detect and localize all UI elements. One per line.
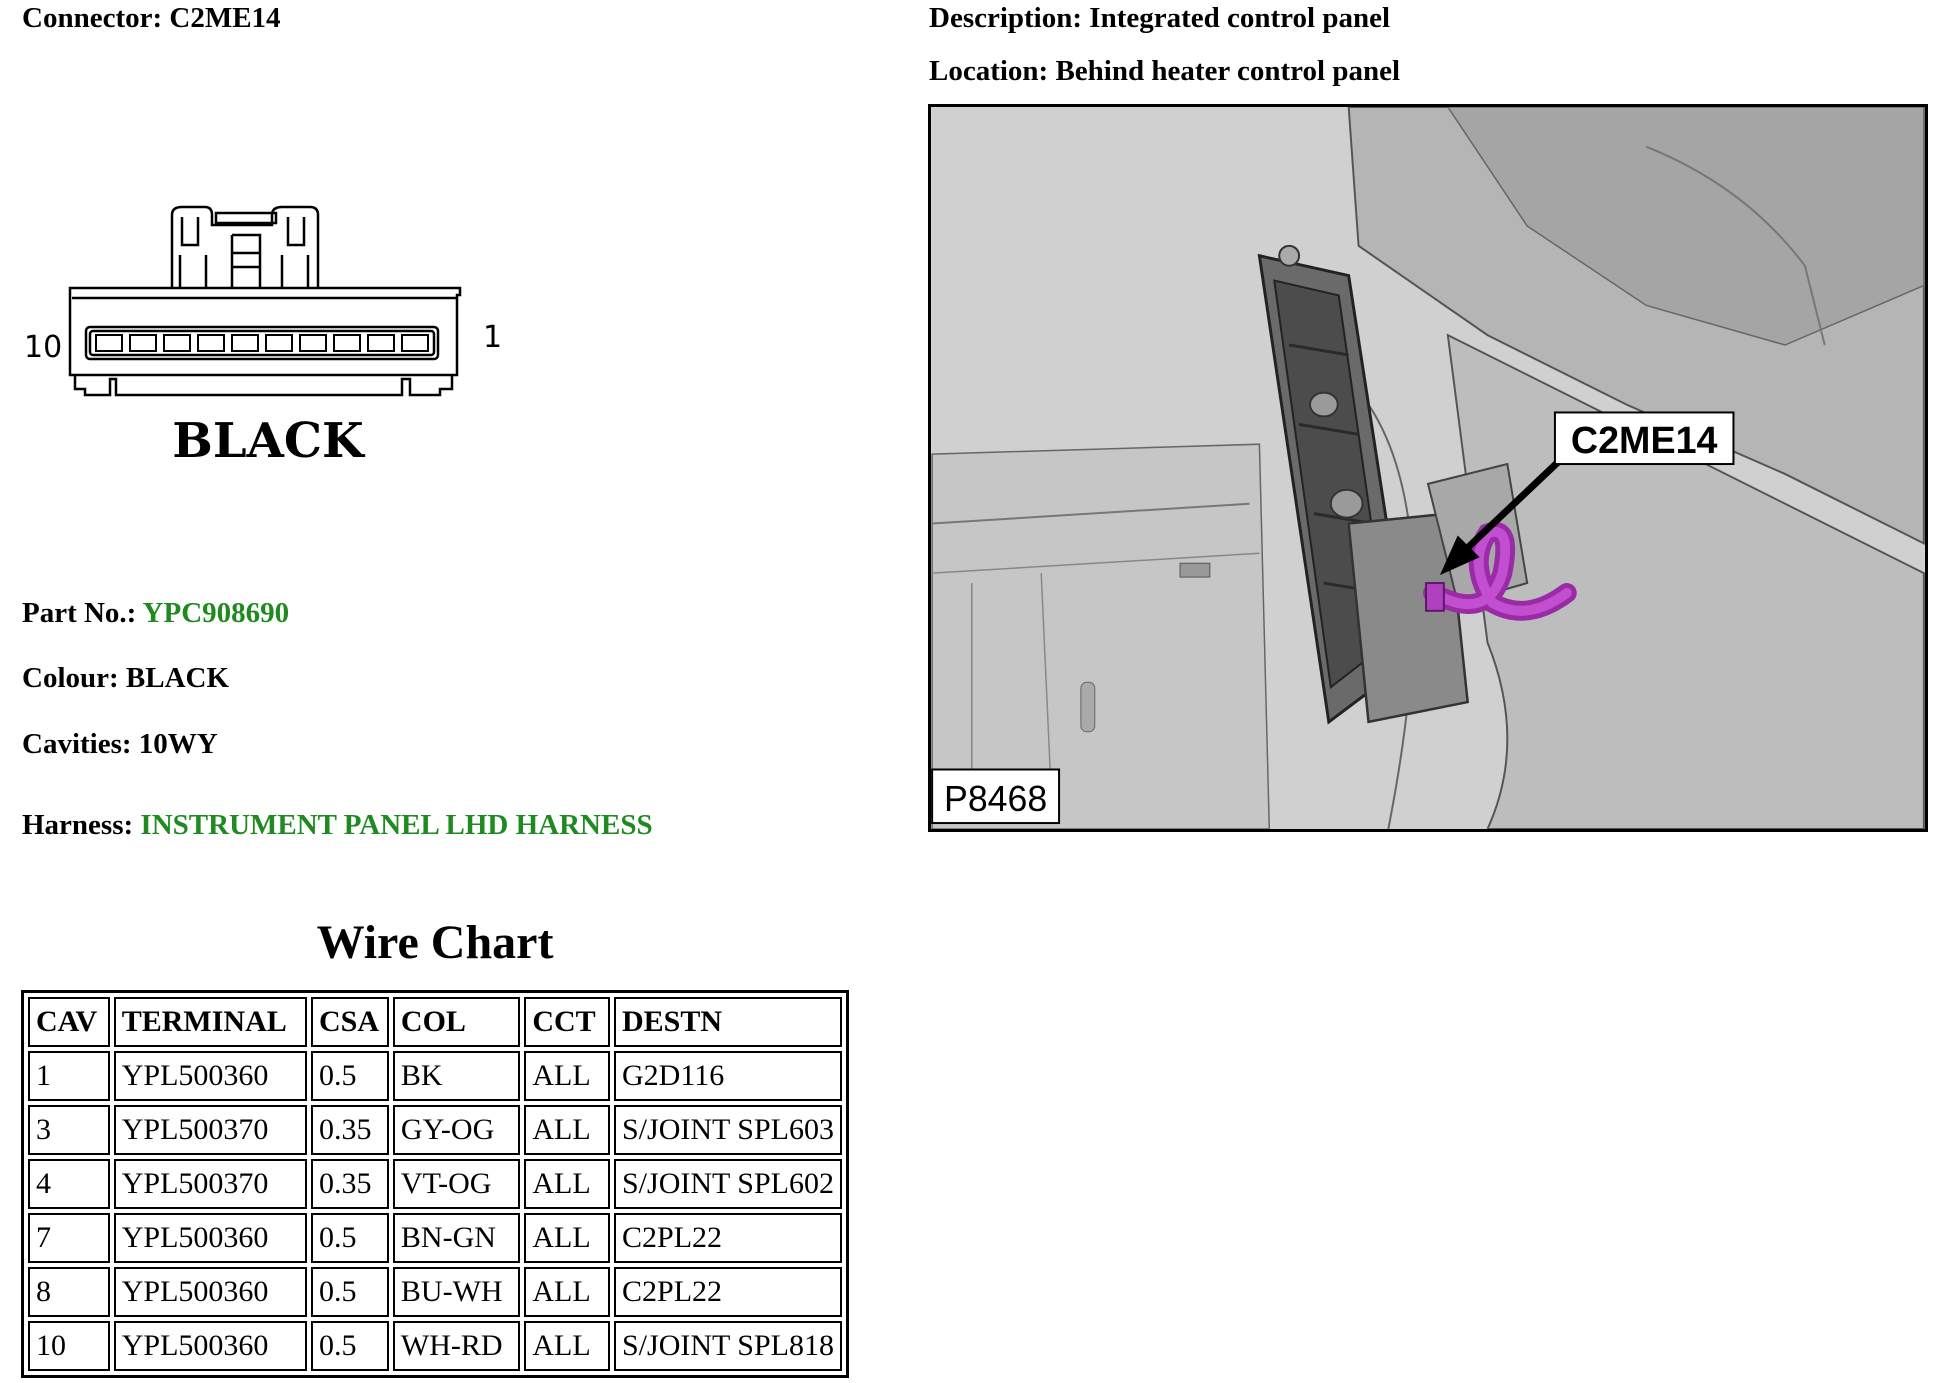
part-number-row [22,597,289,630]
cell-csa: 0.35 [311,1159,389,1209]
connector-label: Connector: [22,2,163,34]
cell-csa: 0.5 [311,1321,389,1371]
column-header-terminal: TERMINAL [114,997,307,1047]
cell-terminal: YPL500360 [114,1051,307,1101]
harness-link[interactable]: INSTRUMENT PANEL LHD HARNESS [140,809,653,841]
wire-chart-title: Wire Chart [316,916,554,969]
cell-destn: S/JOINT SPL603 [614,1105,842,1155]
figure-id-label: P8468 [944,779,1048,820]
cell-terminal: YPL500360 [114,1213,307,1263]
connector-value: C2ME14 [169,2,281,34]
location-photo [928,104,1928,832]
cell-cav: 1 [28,1051,110,1101]
cell-col: WH-RD [393,1321,520,1371]
cell-destn: G2D116 [614,1051,842,1101]
cell-cct: ALL [524,1159,610,1209]
cell-cav: 7 [28,1213,110,1263]
cell-cav: 3 [28,1105,110,1155]
table-row [28,1321,842,1371]
table-row [28,1213,842,1263]
connector-face-diagram [20,195,520,485]
cell-cct: ALL [524,1105,610,1155]
cell-cav: 8 [28,1267,110,1317]
diagram-colour-label: BLACK [172,413,364,469]
photo-callout-label: C2ME14 [1570,419,1718,462]
description-value: Integrated control panel [1089,2,1391,34]
connector-heading [22,2,281,35]
cavities-label: Cavities: [22,728,132,760]
cell-cct: ALL [524,1321,610,1371]
cell-destn: C2PL22 [614,1267,842,1317]
harness-row [22,809,653,842]
table-header-row [28,997,842,1047]
pin-1-label: 1 [483,320,503,355]
cell-destn: S/JOINT SPL602 [614,1159,842,1209]
cavities-row [22,728,218,761]
cell-csa: 0.5 [311,1051,389,1101]
part-number-link[interactable]: YPC908690 [142,597,290,629]
table-row [28,1159,842,1209]
location-value: Behind heater control panel [1055,55,1400,87]
cell-col: BN-GN [393,1213,520,1263]
colour-row [22,662,229,695]
cell-col: BU-WH [393,1267,520,1317]
column-header-col: COL [393,997,520,1047]
cell-cct: ALL [524,1267,610,1317]
cell-destn: C2PL22 [614,1213,842,1263]
colour-value: BLACK [125,662,230,694]
cell-csa: 0.35 [311,1105,389,1155]
cell-csa: 0.5 [311,1213,389,1263]
description-label: Description: [929,2,1083,34]
cell-cav: 4 [28,1159,110,1209]
wire-chart-table [21,990,849,1378]
cell-destn: S/JOINT SPL818 [614,1321,842,1371]
cell-cct: ALL [524,1051,610,1101]
column-header-destn: DESTN [614,997,842,1047]
cell-cct: ALL [524,1213,610,1263]
table-row [28,1105,842,1155]
table-row [28,1267,842,1317]
cell-col: GY-OG [393,1105,520,1155]
cell-csa: 0.5 [311,1267,389,1317]
location-heading [929,55,1400,88]
cavities-value: 10WY [138,728,218,760]
column-header-cav: CAV [28,997,110,1047]
cell-terminal: YPL500370 [114,1159,307,1209]
part-number-label: Part No.: [22,597,137,629]
column-header-csa: CSA [311,997,389,1047]
cell-terminal: YPL500360 [114,1321,307,1371]
harness-label: Harness: [22,809,134,841]
description-heading [929,2,1390,35]
cell-col: BK [393,1051,520,1101]
cell-terminal: YPL500360 [114,1267,307,1317]
cell-col: VT-OG [393,1159,520,1209]
table-row [28,1051,842,1101]
colour-label: Colour: [22,662,119,694]
cell-cav: 10 [28,1321,110,1371]
cell-terminal: YPL500370 [114,1105,307,1155]
column-header-cct: CCT [524,997,610,1047]
location-label: Location: [929,55,1049,87]
pin-10-label: 10 [24,330,63,365]
